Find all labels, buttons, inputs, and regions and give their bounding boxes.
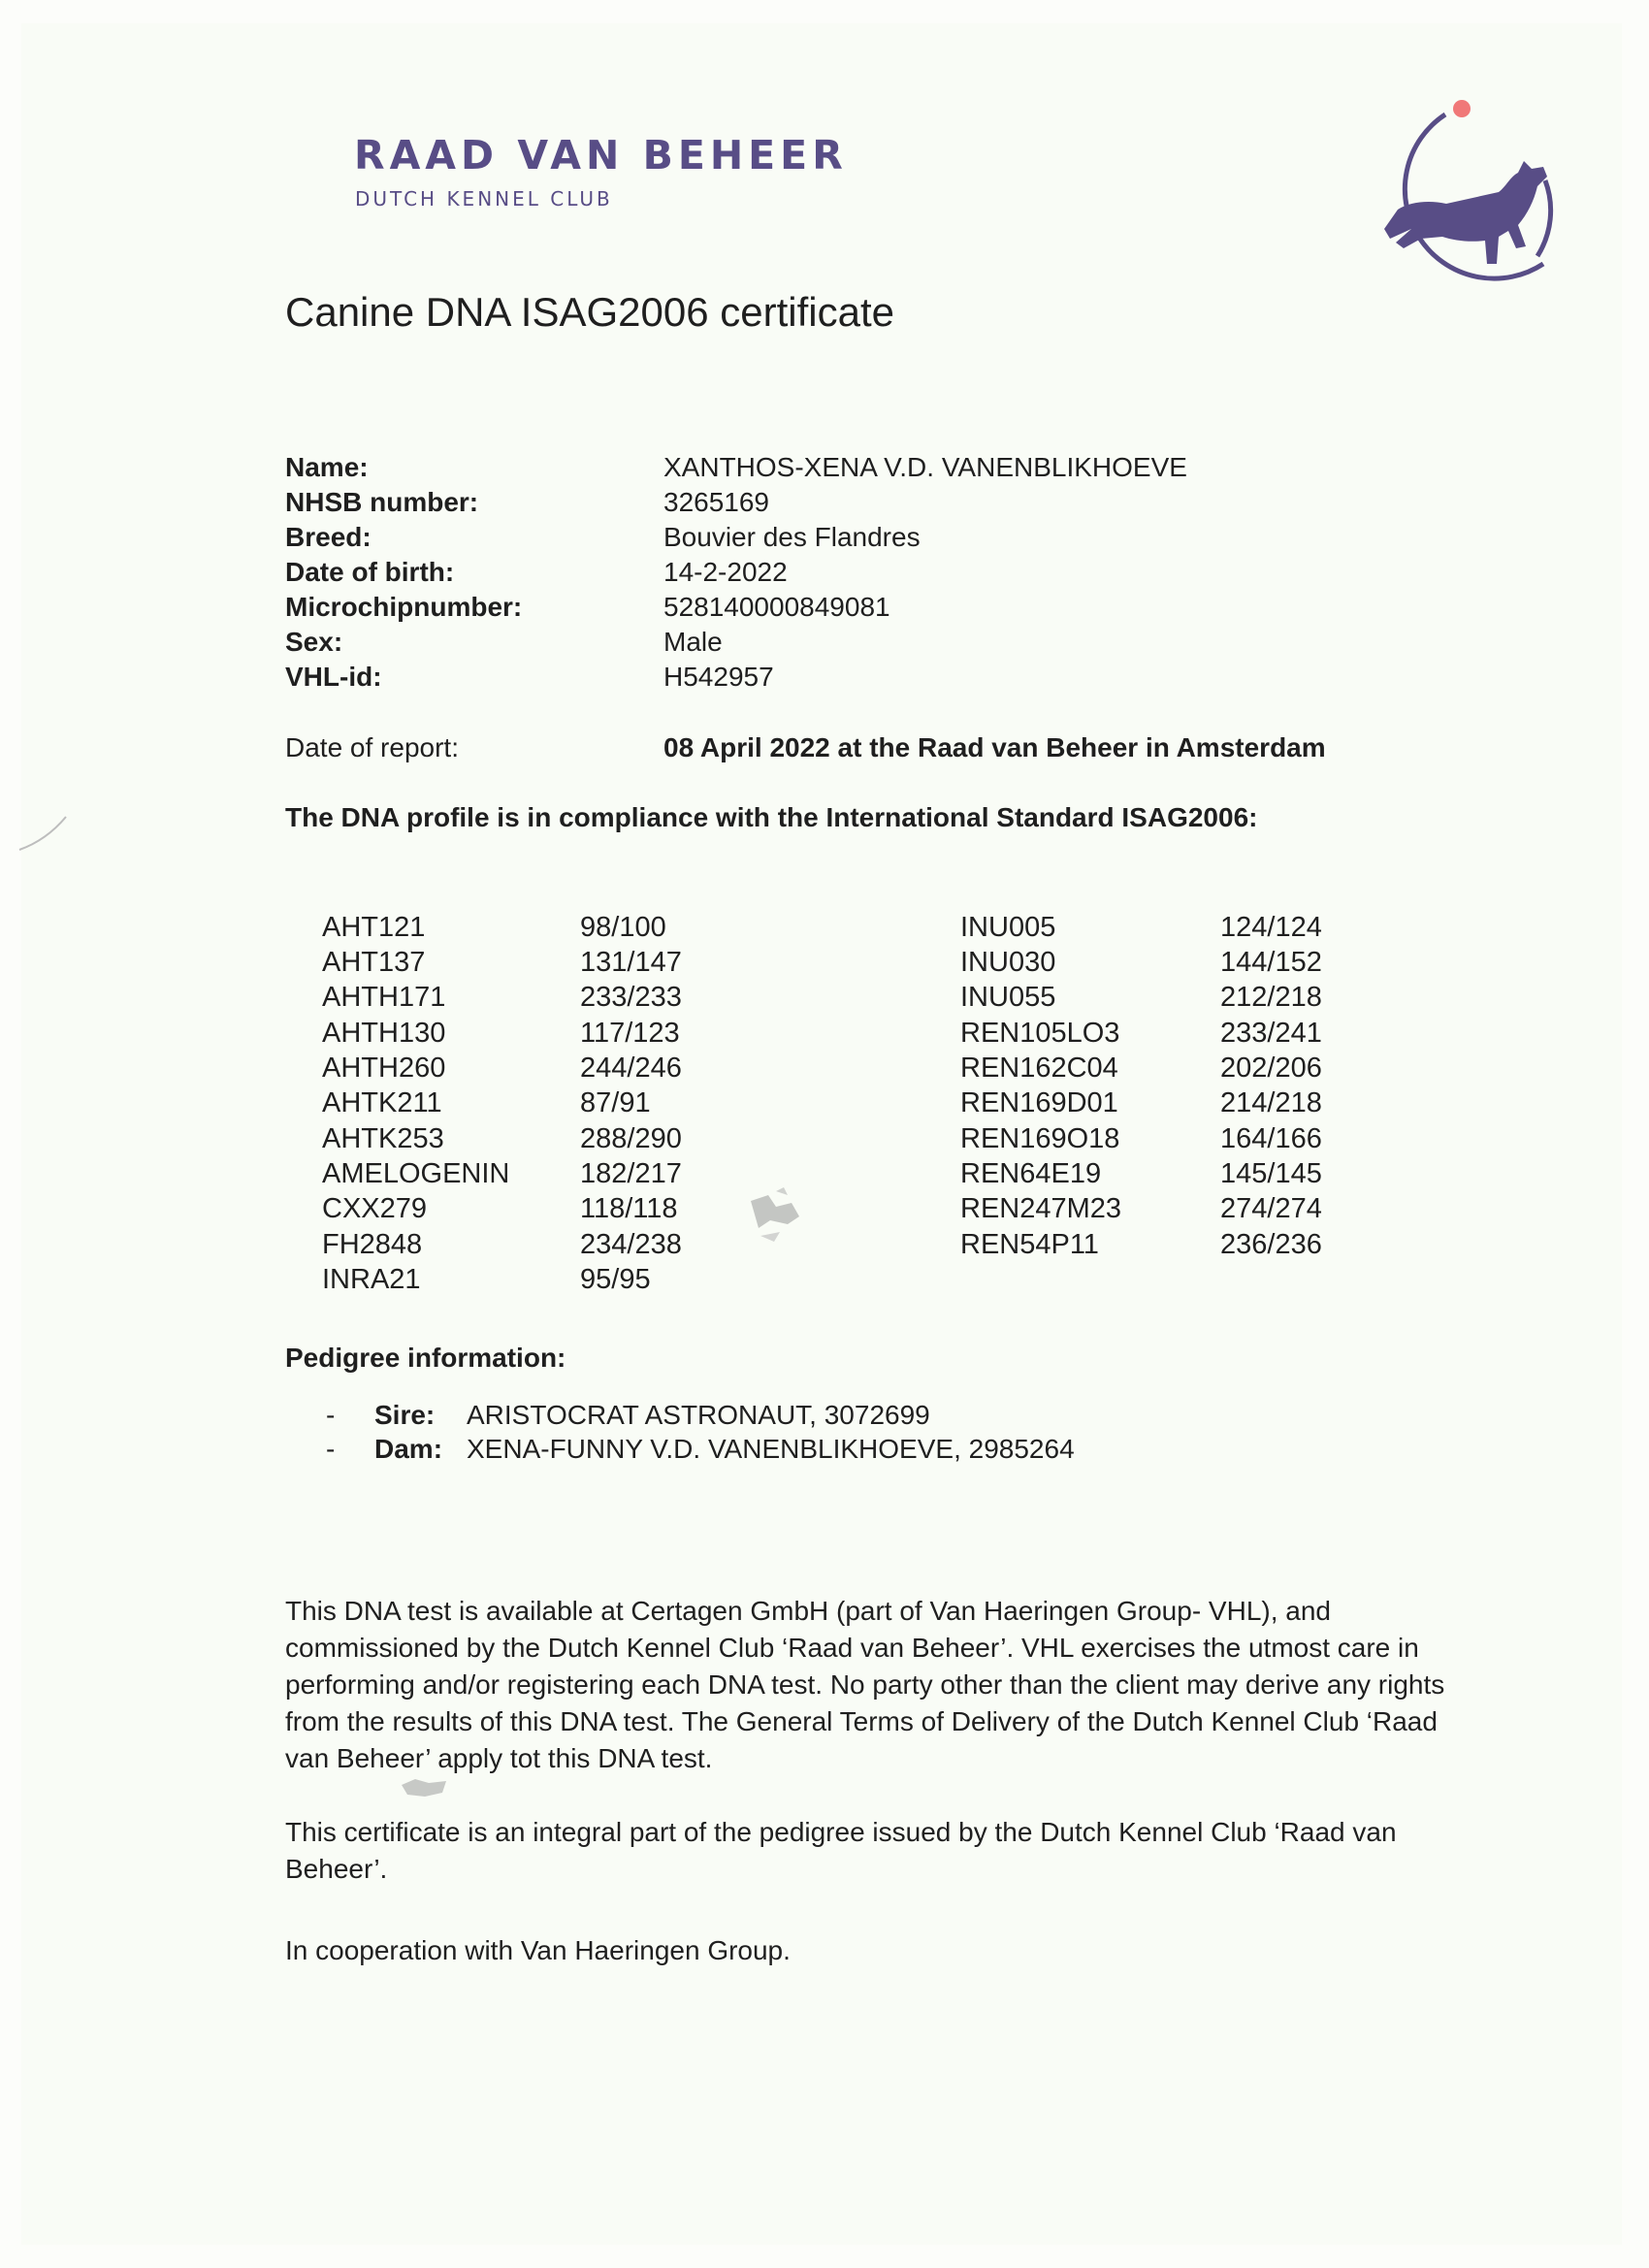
document-title: Canine DNA ISAG2006 certificate xyxy=(285,289,894,335)
name-value: XANTHOS-XENA V.D. VANENBLIKHOEVE xyxy=(663,452,1187,482)
sire-label: Sire: xyxy=(374,1400,436,1430)
microchip-value: 528140000849081 xyxy=(663,592,890,622)
name-label: Name: xyxy=(285,452,369,482)
vhl-id-value: H542957 xyxy=(663,662,774,692)
marker-value: 236/236 xyxy=(1220,1229,1322,1260)
marker-value: 244/246 xyxy=(580,1053,682,1084)
marker-name: INRA21 xyxy=(322,1264,421,1295)
marker-value: 182/217 xyxy=(580,1158,682,1189)
marker-value: 95/95 xyxy=(580,1264,651,1295)
dam-label: Dam: xyxy=(374,1434,443,1464)
marker-value: 98/100 xyxy=(580,912,666,943)
marker-value: 288/290 xyxy=(580,1123,682,1154)
marker-name: REN169D01 xyxy=(960,1087,1118,1118)
marker-value: 131/147 xyxy=(580,947,682,978)
brand-subtitle: DUTCH KENNEL CLUB xyxy=(355,187,613,211)
dam-value: XENA-FUNNY V.D. VANENBLIKHOEVE, 2985264 xyxy=(467,1434,1075,1464)
marker-name: REN247M23 xyxy=(960,1193,1122,1224)
marker-name: REN54P11 xyxy=(960,1229,1099,1260)
nhsb-number-label: NHSB number: xyxy=(285,487,479,517)
marker-name: REN169O18 xyxy=(960,1123,1120,1154)
marker-value: 117/123 xyxy=(580,1018,680,1049)
vhl-id-label: VHL-id: xyxy=(285,662,382,692)
marker-name: AHTH171 xyxy=(322,982,446,1013)
pedigree-heading: Pedigree information: xyxy=(285,1343,566,1373)
list-dash: - xyxy=(326,1434,336,1464)
cooperation-paragraph: In cooperation with Van Haeringen Group. xyxy=(285,1935,791,1965)
marker-value: 164/166 xyxy=(1220,1123,1322,1154)
marker-value: 87/91 xyxy=(580,1087,651,1118)
marker-name: AHTK253 xyxy=(322,1123,444,1154)
dog-leaping-through-ring-icon xyxy=(1353,93,1576,307)
sire-value: ARISTOCRAT ASTRONAUT, 3072699 xyxy=(467,1400,930,1430)
marker-name: REN105LO3 xyxy=(960,1018,1120,1049)
sex-value: Male xyxy=(663,627,723,657)
marker-name: CXX279 xyxy=(322,1193,428,1224)
marker-value: 233/241 xyxy=(1220,1018,1322,1049)
marker-name: REN64E19 xyxy=(960,1158,1102,1189)
breed-value: Bouvier des Flandres xyxy=(663,522,921,552)
breed-label: Breed: xyxy=(285,522,372,552)
marker-name: INU005 xyxy=(960,912,1056,943)
integral-part-paragraph: This certificate is an integral part of the pedigree issued by the Dutch Kennel Club ‘Raad van Beheer’. xyxy=(285,1817,1397,1884)
marker-name: AHTH260 xyxy=(322,1053,446,1084)
marker-name: AHT137 xyxy=(322,947,426,978)
marker-value: 212/218 xyxy=(1220,982,1322,1013)
marker-name: INU030 xyxy=(960,947,1056,978)
date-of-birth-label: Date of birth: xyxy=(285,557,455,587)
marker-name: AHT121 xyxy=(322,912,426,943)
date-of-birth-value: 14-2-2022 xyxy=(663,557,788,587)
marker-name: INU055 xyxy=(960,982,1056,1013)
dam-row xyxy=(326,1434,1075,1465)
report-date-value: 08 April 2022 at the Raad van Beheer in Amsterdam xyxy=(663,732,1326,762)
marker-value: 145/145 xyxy=(1220,1158,1322,1189)
document-page xyxy=(21,23,1622,2245)
marker-value: 118/118 xyxy=(580,1193,678,1224)
marker-value: 214/218 xyxy=(1220,1087,1322,1118)
marker-name: FH2848 xyxy=(322,1229,423,1260)
list-dash: - xyxy=(326,1400,336,1430)
scan-smudge xyxy=(741,1182,819,1249)
marker-name: AHTK211 xyxy=(322,1087,442,1118)
scan-smudge xyxy=(396,1771,454,1804)
nhsb-number-value: 3265169 xyxy=(663,487,770,517)
microchip-label: Microchipnumber: xyxy=(285,592,523,622)
marker-value: 233/233 xyxy=(580,982,682,1013)
marker-value: 144/152 xyxy=(1220,947,1322,978)
sire-row xyxy=(326,1400,930,1431)
sex-label: Sex: xyxy=(285,627,343,657)
report-date-label: Date of report: xyxy=(285,732,459,762)
marker-value: 274/274 xyxy=(1220,1193,1322,1224)
disclaimer-paragraph: This DNA test is available at Certagen GmbH (part of Van Haeringen Group- VHL), and commissioned by the Dutch Kennel Club ‘Raad van Beheer’. VHL exercises the utmost care in performing and/or registering each DNA test. No party other than the client may derive any rights from the results of this DNA test. The General Terms of Delivery of the Dutch Kennel Club ‘Raad van Beheer’ apply tot this DNA test. xyxy=(285,1596,1445,1773)
marker-name: AMELOGENIN xyxy=(322,1158,510,1189)
marker-value: 124/124 xyxy=(1220,912,1322,943)
page-crease-mark xyxy=(17,815,68,854)
marker-name: REN162C04 xyxy=(960,1053,1118,1084)
brand-name: RAAD VAN BEHEER xyxy=(354,132,848,178)
compliance-statement: The DNA profile is in compliance with the International Standard ISAG2006: xyxy=(285,802,1258,832)
marker-value: 234/238 xyxy=(580,1229,682,1260)
marker-name: AHTH130 xyxy=(322,1018,446,1049)
marker-value: 202/206 xyxy=(1220,1053,1322,1084)
